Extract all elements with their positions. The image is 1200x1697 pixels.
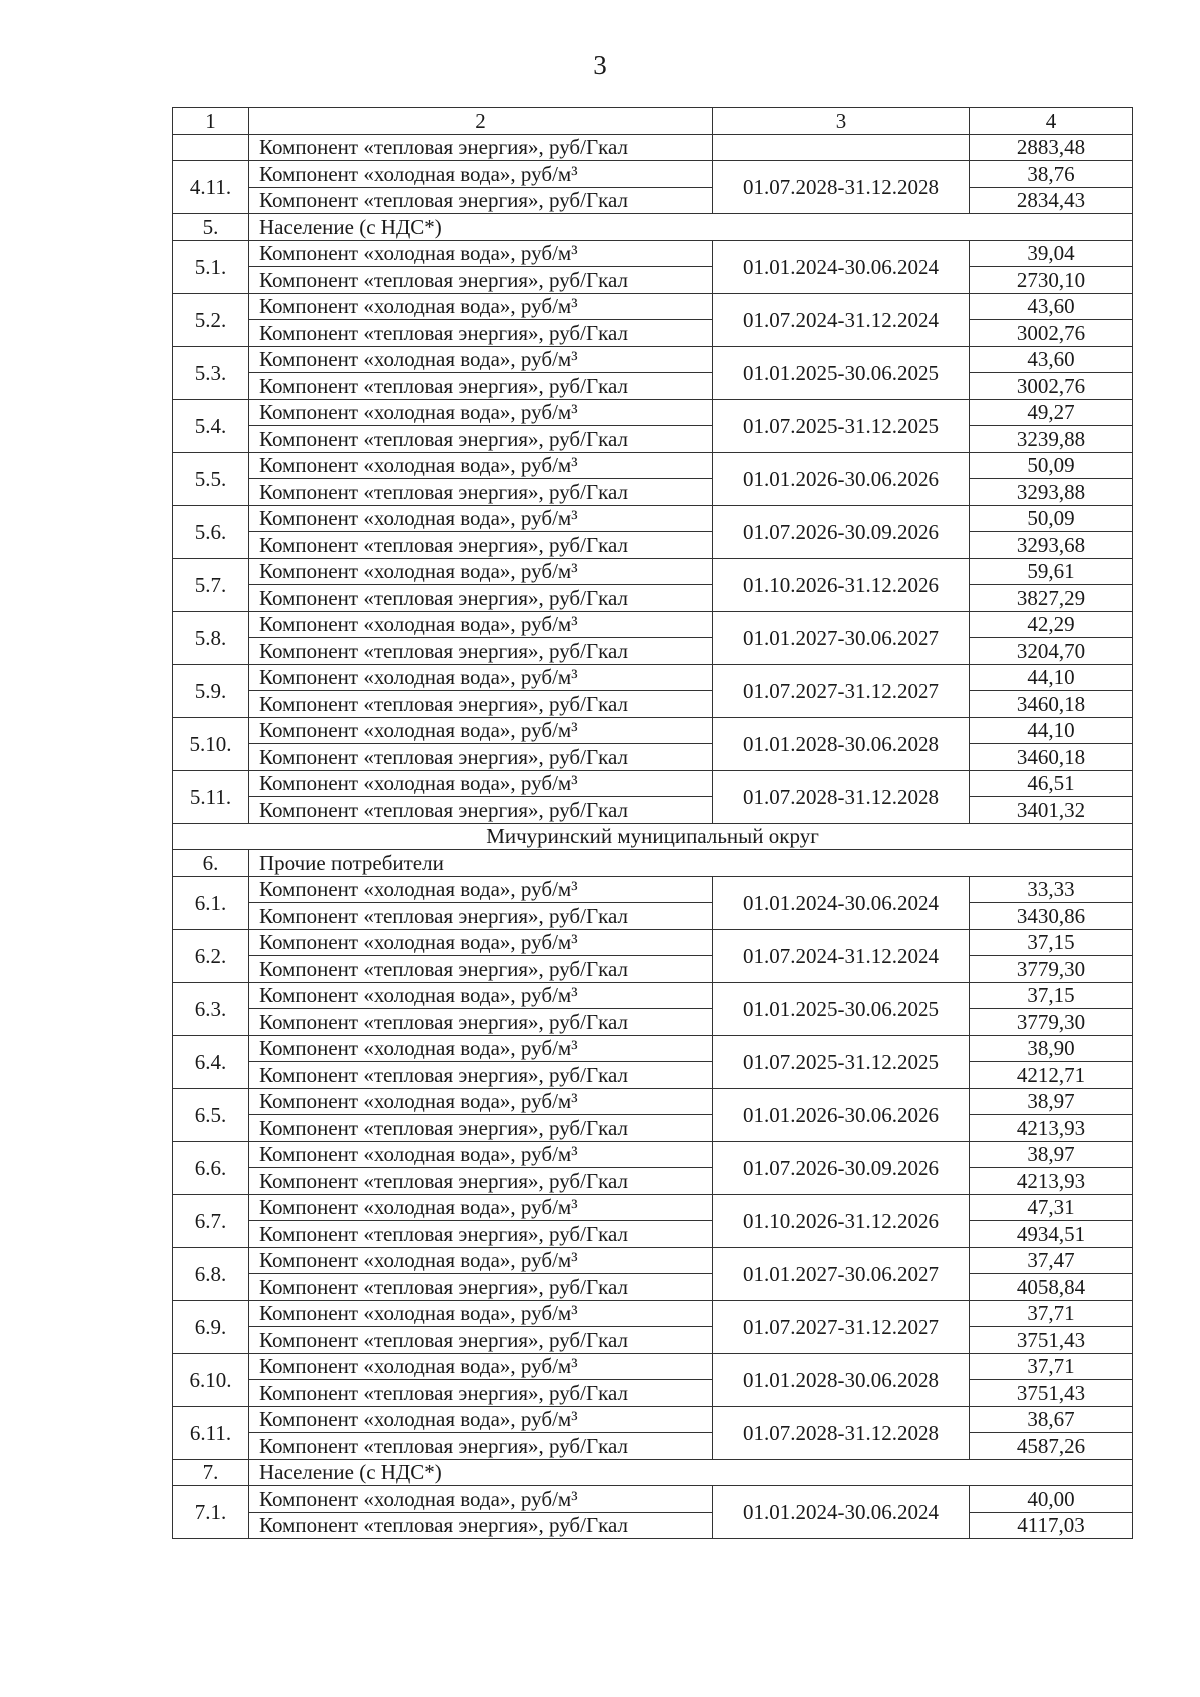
tariff-row-heat: [173, 1009, 1133, 1036]
item-number: 6.6.: [173, 1141, 249, 1194]
heat-energy-label: Компонент «тепловая энергия», руб/Гкал: [249, 1115, 713, 1142]
cold-water-value: 33,33: [970, 876, 1133, 903]
heat-energy-value: 2834,43: [970, 187, 1133, 214]
item-number: 6.4.: [173, 1035, 249, 1088]
item-number: 6.10.: [173, 1353, 249, 1406]
section-row: [173, 823, 1133, 850]
tariff-row-heat: [173, 797, 1133, 824]
group-number: 7.: [173, 1459, 249, 1486]
tariff-row-heat: [173, 1168, 1133, 1195]
cold-water-label: Компонент «холодная вода», руб/м³: [249, 346, 713, 373]
cold-water-label: Компонент «холодная вода», руб/м³: [249, 1300, 713, 1327]
cold-water-value: 37,15: [970, 982, 1133, 1009]
tariff-row-cold: [173, 558, 1133, 585]
cold-water-label: Компонент «холодная вода», руб/м³: [249, 982, 713, 1009]
cold-water-value: 38,67: [970, 1406, 1133, 1433]
cold-water-value: 49,27: [970, 399, 1133, 426]
heat-energy-label: Компонент «тепловая энергия», руб/Гкал: [249, 744, 713, 771]
heat-energy-value: 3779,30: [970, 956, 1133, 983]
tariff-row-cold: [173, 161, 1133, 188]
tariff-row-heat: [173, 1062, 1133, 1089]
heat-energy-value: 3779,30: [970, 1009, 1133, 1036]
tariff-row-cold: [173, 452, 1133, 479]
item-number: 5.5.: [173, 452, 249, 505]
cold-water-value: 50,09: [970, 505, 1133, 532]
heat-energy-value: 4213,93: [970, 1115, 1133, 1142]
heat-energy-label: Компонент «тепловая энергия», руб/Гкал: [249, 1168, 713, 1195]
heat-energy-value: 3430,86: [970, 903, 1133, 930]
period-cell: 01.07.2024-31.12.2024: [713, 929, 970, 982]
heat-energy-label: Компонент «тепловая энергия», руб/Гкал: [249, 532, 713, 559]
cold-water-value: 38,90: [970, 1035, 1133, 1062]
heat-energy-label: Компонент «тепловая энергия», руб/Гкал: [249, 1062, 713, 1089]
heat-energy-label: Компонент «тепловая энергия», руб/Гкал: [249, 956, 713, 983]
period-cell: 01.07.2028-31.12.2028: [713, 1406, 970, 1459]
tariff-row-cold: [173, 1486, 1133, 1513]
heat-energy-value: 4117,03: [970, 1512, 1133, 1539]
carryover-value: 2883,48: [970, 134, 1133, 161]
item-number: 5.3.: [173, 346, 249, 399]
tariff-row-heat: [173, 1512, 1133, 1539]
tariff-row-heat: [173, 691, 1133, 718]
heat-energy-label: Компонент «тепловая энергия», руб/Гкал: [249, 1274, 713, 1301]
period-cell: 01.07.2025-31.12.2025: [713, 1035, 970, 1088]
item-number: 5.7.: [173, 558, 249, 611]
tariff-row-cold: [173, 770, 1133, 797]
cold-water-value: 50,09: [970, 452, 1133, 479]
item-number: 6.1.: [173, 876, 249, 929]
heat-energy-value: 3460,18: [970, 691, 1133, 718]
tariff-row-heat: [173, 1433, 1133, 1460]
tariff-row-heat: [173, 479, 1133, 506]
cold-water-label: Компонент «холодная вода», руб/м³: [249, 611, 713, 638]
item-number: 6.5.: [173, 1088, 249, 1141]
tariff-row-cold: [173, 611, 1133, 638]
tariff-row-cold: [173, 664, 1133, 691]
heat-energy-label: Компонент «тепловая энергия», руб/Гкал: [249, 373, 713, 400]
heat-energy-value: 4587,26: [970, 1433, 1133, 1460]
group-number: 5.: [173, 214, 249, 241]
carryover-label: Компонент «тепловая энергия», руб/Гкал: [249, 134, 713, 161]
tariff-row-heat: [173, 1221, 1133, 1248]
period-cell: 01.01.2025-30.06.2025: [713, 982, 970, 1035]
cold-water-label: Компонент «холодная вода», руб/м³: [249, 929, 713, 956]
carryover-num-cell: [173, 134, 249, 161]
item-number: 5.10.: [173, 717, 249, 770]
heat-energy-value: 4213,93: [970, 1168, 1133, 1195]
period-cell: 01.01.2026-30.06.2026: [713, 452, 970, 505]
cold-water-value: 42,29: [970, 611, 1133, 638]
tariff-row-heat: [173, 1380, 1133, 1407]
group-row: [173, 1459, 1133, 1486]
cold-water-value: 59,61: [970, 558, 1133, 585]
group-number: 6.: [173, 850, 249, 877]
heat-energy-value: 3401,32: [970, 797, 1133, 824]
heat-energy-value: 3293,88: [970, 479, 1133, 506]
heat-energy-value: 3204,70: [970, 638, 1133, 665]
cold-water-value: 43,60: [970, 346, 1133, 373]
group-row: [173, 850, 1133, 877]
cold-water-label: Компонент «холодная вода», руб/м³: [249, 399, 713, 426]
heat-energy-value: 4934,51: [970, 1221, 1133, 1248]
item-number: 5.2.: [173, 293, 249, 346]
cold-water-value: 37,15: [970, 929, 1133, 956]
tariff-row-heat: [173, 903, 1133, 930]
period-cell: 01.01.2024-30.06.2024: [713, 240, 970, 293]
tariff-row-heat: [173, 267, 1133, 294]
cold-water-label: Компонент «холодная вода», руб/м³: [249, 1088, 713, 1115]
heat-energy-label: Компонент «тепловая энергия», руб/Гкал: [249, 1380, 713, 1407]
heat-energy-label: Компонент «тепловая энергия», руб/Гкал: [249, 691, 713, 718]
heat-energy-value: 3239,88: [970, 426, 1133, 453]
heat-energy-label: Компонент «тепловая энергия», руб/Гкал: [249, 1433, 713, 1460]
item-number: 5.6.: [173, 505, 249, 558]
cold-water-label: Компонент «холодная вода», руб/м³: [249, 452, 713, 479]
period-cell: 01.01.2024-30.06.2024: [713, 876, 970, 929]
cold-water-value: 43,60: [970, 293, 1133, 320]
heat-energy-label: Компонент «тепловая энергия», руб/Гкал: [249, 320, 713, 347]
period-cell: 01.01.2028-30.06.2028: [713, 717, 970, 770]
tariff-row-cold: [173, 1194, 1133, 1221]
item-number: 4.11.: [173, 161, 249, 214]
cold-water-label: Компонент «холодная вода», руб/м³: [249, 161, 713, 188]
cold-water-value: 38,97: [970, 1141, 1133, 1168]
header-cell-3: 3: [713, 108, 970, 135]
item-number: 6.9.: [173, 1300, 249, 1353]
cold-water-label: Компонент «холодная вода», руб/м³: [249, 505, 713, 532]
period-cell: 01.01.2025-30.06.2025: [713, 346, 970, 399]
tariff-table-body: [173, 108, 1133, 1539]
tariff-table: [172, 107, 1133, 1539]
tariff-row-cold: [173, 1406, 1133, 1433]
period-cell: 01.07.2028-31.12.2028: [713, 161, 970, 214]
heat-energy-label: Компонент «тепловая энергия», руб/Гкал: [249, 1327, 713, 1354]
heat-energy-value: 4058,84: [970, 1274, 1133, 1301]
cold-water-value: 40,00: [970, 1486, 1133, 1513]
item-number: 5.4.: [173, 399, 249, 452]
heat-energy-value: 3002,76: [970, 373, 1133, 400]
tariff-row-cold: [173, 717, 1133, 744]
cold-water-value: 37,71: [970, 1300, 1133, 1327]
group-title: Население (с НДС*): [249, 214, 1133, 241]
tariff-row-heat: [173, 585, 1133, 612]
group-row: [173, 214, 1133, 241]
period-cell: 01.07.2025-31.12.2025: [713, 399, 970, 452]
cold-water-value: 44,10: [970, 664, 1133, 691]
cold-water-label: Компонент «холодная вода», руб/м³: [249, 1035, 713, 1062]
group-title: Население (с НДС*): [249, 1459, 1133, 1486]
carryover-period-cell: [713, 134, 970, 161]
period-cell: 01.07.2026-30.09.2026: [713, 1141, 970, 1194]
tariff-row-heat: [173, 1327, 1133, 1354]
heat-energy-label: Компонент «тепловая энергия», руб/Гкал: [249, 1221, 713, 1248]
tariff-row-cold: [173, 1247, 1133, 1274]
heat-energy-label: Компонент «тепловая энергия», руб/Гкал: [249, 638, 713, 665]
tariff-row-cold: [173, 1141, 1133, 1168]
item-number: 5.11.: [173, 770, 249, 823]
item-number: 6.8.: [173, 1247, 249, 1300]
cold-water-label: Компонент «холодная вода», руб/м³: [249, 876, 713, 903]
heat-energy-value: 3293,68: [970, 532, 1133, 559]
tariff-row-cold: [173, 1088, 1133, 1115]
header-cell-4: 4: [970, 108, 1133, 135]
item-number: 6.2.: [173, 929, 249, 982]
tariff-row-cold: [173, 505, 1133, 532]
cold-water-value: 46,51: [970, 770, 1133, 797]
tariff-row-cold: [173, 1300, 1133, 1327]
cold-water-value: 38,97: [970, 1088, 1133, 1115]
period-cell: 01.01.2024-30.06.2024: [713, 1486, 970, 1539]
heat-energy-label: Компонент «тепловая энергия», руб/Гкал: [249, 479, 713, 506]
header-row: [173, 108, 1133, 135]
tariff-row-cold: [173, 929, 1133, 956]
tariff-row-cold: [173, 293, 1133, 320]
period-cell: 01.07.2028-31.12.2028: [713, 770, 970, 823]
tariff-row-cold: [173, 399, 1133, 426]
tariff-row-heat: [173, 532, 1133, 559]
period-cell: 01.01.2027-30.06.2027: [713, 611, 970, 664]
cold-water-value: 37,71: [970, 1353, 1133, 1380]
heat-energy-label: Компонент «тепловая энергия», руб/Гкал: [249, 1009, 713, 1036]
tariff-row-heat: [173, 1274, 1133, 1301]
heat-energy-label: Компонент «тепловая энергия», руб/Гкал: [249, 267, 713, 294]
tariff-row-cold: [173, 346, 1133, 373]
item-number: 5.8.: [173, 611, 249, 664]
heat-energy-label: Компонент «тепловая энергия», руб/Гкал: [249, 903, 713, 930]
tariff-row-cold: [173, 982, 1133, 1009]
cold-water-label: Компонент «холодная вода», руб/м³: [249, 664, 713, 691]
item-number: 7.1.: [173, 1486, 249, 1539]
page-number: 3: [593, 50, 607, 80]
tariff-row-heat: [173, 187, 1133, 214]
tariff-row-heat: [173, 744, 1133, 771]
cold-water-label: Компонент «холодная вода», руб/м³: [249, 1353, 713, 1380]
group-title: Прочие потребители: [249, 850, 1133, 877]
period-cell: 01.07.2027-31.12.2027: [713, 664, 970, 717]
cold-water-value: 47,31: [970, 1194, 1133, 1221]
period-cell: 01.01.2026-30.06.2026: [713, 1088, 970, 1141]
section-title: Мичуринский муниципальный округ: [173, 823, 1133, 850]
carryover-row: [173, 134, 1133, 161]
period-cell: 01.01.2027-30.06.2027: [713, 1247, 970, 1300]
heat-energy-label: Компонент «тепловая энергия», руб/Гкал: [249, 585, 713, 612]
cold-water-label: Компонент «холодная вода», руб/м³: [249, 1406, 713, 1433]
heat-energy-label: Компонент «тепловая энергия», руб/Гкал: [249, 187, 713, 214]
heat-energy-value: 3002,76: [970, 320, 1133, 347]
tariff-row-cold: [173, 1353, 1133, 1380]
period-cell: 01.07.2026-30.09.2026: [713, 505, 970, 558]
heat-energy-value: 3751,43: [970, 1380, 1133, 1407]
heat-energy-label: Компонент «тепловая энергия», руб/Гкал: [249, 797, 713, 824]
cold-water-value: 38,76: [970, 161, 1133, 188]
heat-energy-value: 3827,29: [970, 585, 1133, 612]
heat-energy-label: Компонент «тепловая энергия», руб/Гкал: [249, 1512, 713, 1539]
heat-energy-value: 2730,10: [970, 267, 1133, 294]
item-number: 6.11.: [173, 1406, 249, 1459]
heat-energy-value: 3460,18: [970, 744, 1133, 771]
heat-energy-value: 4212,71: [970, 1062, 1133, 1089]
tariff-row-cold: [173, 876, 1133, 903]
period-cell: 01.07.2027-31.12.2027: [713, 1300, 970, 1353]
tariff-row-heat: [173, 638, 1133, 665]
item-number: 5.9.: [173, 664, 249, 717]
tariff-row-cold: [173, 1035, 1133, 1062]
cold-water-label: Компонент «холодная вода», руб/м³: [249, 770, 713, 797]
cold-water-label: Компонент «холодная вода», руб/м³: [249, 1486, 713, 1513]
period-cell: 01.01.2028-30.06.2028: [713, 1353, 970, 1406]
cold-water-label: Компонент «холодная вода», руб/м³: [249, 558, 713, 585]
cold-water-label: Компонент «холодная вода», руб/м³: [249, 717, 713, 744]
cold-water-label: Компонент «холодная вода», руб/м³: [249, 1247, 713, 1274]
cold-water-value: 39,04: [970, 240, 1133, 267]
header-cell-1: 1: [173, 108, 249, 135]
period-cell: 01.07.2024-31.12.2024: [713, 293, 970, 346]
tariff-row-heat: [173, 426, 1133, 453]
cold-water-value: 37,47: [970, 1247, 1133, 1274]
header-cell-2: 2: [249, 108, 713, 135]
heat-energy-label: Компонент «тепловая энергия», руб/Гкал: [249, 426, 713, 453]
tariff-row-heat: [173, 956, 1133, 983]
cold-water-value: 44,10: [970, 717, 1133, 744]
item-number: 6.3.: [173, 982, 249, 1035]
period-cell: 01.10.2026-31.12.2026: [713, 1194, 970, 1247]
heat-energy-value: 3751,43: [970, 1327, 1133, 1354]
tariff-row-heat: [173, 1115, 1133, 1142]
tariff-row-heat: [173, 373, 1133, 400]
cold-water-label: Компонент «холодная вода», руб/м³: [249, 1194, 713, 1221]
period-cell: 01.10.2026-31.12.2026: [713, 558, 970, 611]
cold-water-label: Компонент «холодная вода», руб/м³: [249, 293, 713, 320]
item-number: 6.7.: [173, 1194, 249, 1247]
tariff-row-cold: [173, 240, 1133, 267]
tariff-row-heat: [173, 320, 1133, 347]
cold-water-label: Компонент «холодная вода», руб/м³: [249, 240, 713, 267]
cold-water-label: Компонент «холодная вода», руб/м³: [249, 1141, 713, 1168]
item-number: 5.1.: [173, 240, 249, 293]
